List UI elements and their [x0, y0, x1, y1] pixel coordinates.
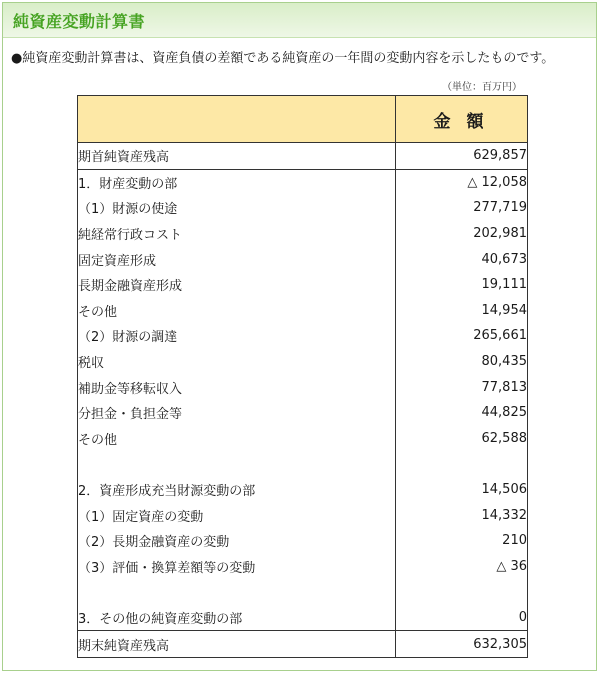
- table-row: [78, 426, 528, 452]
- table-row: [78, 298, 528, 324]
- table-row: [78, 246, 528, 272]
- row-label: 2．資産形成充当財源変動の部: [78, 477, 396, 503]
- statement-panel: [2, 2, 597, 671]
- table-row: [78, 400, 528, 426]
- row-label: （1）財源の使途: [78, 195, 396, 221]
- table-row: [78, 528, 528, 554]
- row-amount: 277,719: [396, 195, 528, 221]
- row-amount: 14,954: [396, 298, 528, 324]
- row-amount: 44,825: [396, 400, 528, 426]
- row-label: その他: [78, 426, 396, 452]
- row-label: 補助金等移転収入: [78, 374, 396, 400]
- row-amount: 62,588: [396, 426, 528, 452]
- spacer-cell: [396, 579, 528, 605]
- row-label: 固定資産形成: [78, 246, 396, 272]
- description-text: ●純資産変動計算書は、資産負債の差額である純資産の一年間の変動内容を示したものです。: [11, 51, 555, 66]
- row-amount: 80,435: [396, 349, 528, 375]
- net-assets-statement-table: [77, 95, 528, 658]
- table-row: [78, 631, 528, 658]
- row-label: 長期金融資産形成: [78, 272, 396, 298]
- row-amount: 265,661: [396, 323, 528, 349]
- table-row: [78, 349, 528, 375]
- row-amount: 632,305: [396, 631, 528, 658]
- header-label-cell: [78, 96, 396, 143]
- row-label: 期末純資産残高: [78, 631, 396, 658]
- table-row: [78, 374, 528, 400]
- spacer-row: [78, 579, 528, 605]
- row-label: 3．その他の純資産変動の部: [78, 605, 396, 631]
- header-amount-cell: 金額: [396, 96, 528, 143]
- row-label: （2）財源の調達: [78, 323, 396, 349]
- title-bar: [3, 3, 596, 38]
- unit-label: （単位：百万円）: [442, 82, 522, 93]
- row-amount: 40,673: [396, 246, 528, 272]
- table-row: [78, 195, 528, 221]
- row-label: （3）評価・換算差額等の変動: [78, 554, 396, 580]
- row-label: 期首純資産残高: [78, 143, 396, 170]
- table-row: [78, 605, 528, 631]
- row-amount: △ 36: [396, 554, 528, 580]
- row-label: 純経常行政コスト: [78, 221, 396, 247]
- table-row: [78, 502, 528, 528]
- row-amount: 0: [396, 605, 528, 631]
- page-title: 純資産変動計算書: [13, 12, 146, 31]
- spacer-cell: [396, 451, 528, 477]
- row-amount: 210: [396, 528, 528, 554]
- row-label: 税収: [78, 349, 396, 375]
- row-label: （1）固定資産の変動: [78, 502, 396, 528]
- table-row: [78, 323, 528, 349]
- table-row: [78, 554, 528, 580]
- row-amount: 14,332: [396, 502, 528, 528]
- row-label: 1．財産変動の部: [78, 169, 396, 195]
- row-amount: 77,813: [396, 374, 528, 400]
- row-label: 分担金・負担金等: [78, 400, 396, 426]
- table-row: [78, 272, 528, 298]
- table-header-row: [78, 96, 528, 143]
- spacer-row: [78, 451, 528, 477]
- table-row: [78, 477, 528, 503]
- row-label: （2）長期金融資産の変動: [78, 528, 396, 554]
- row-amount: △ 12,058: [396, 169, 528, 195]
- table-row: [78, 169, 528, 195]
- table-row: [78, 143, 528, 170]
- row-label: その他: [78, 298, 396, 324]
- spacer-cell: [78, 579, 396, 605]
- row-amount: 19,111: [396, 272, 528, 298]
- table-row: [78, 221, 528, 247]
- row-amount: 629,857: [396, 143, 528, 170]
- row-amount: 202,981: [396, 221, 528, 247]
- spacer-cell: [78, 451, 396, 477]
- row-amount: 14,506: [396, 477, 528, 503]
